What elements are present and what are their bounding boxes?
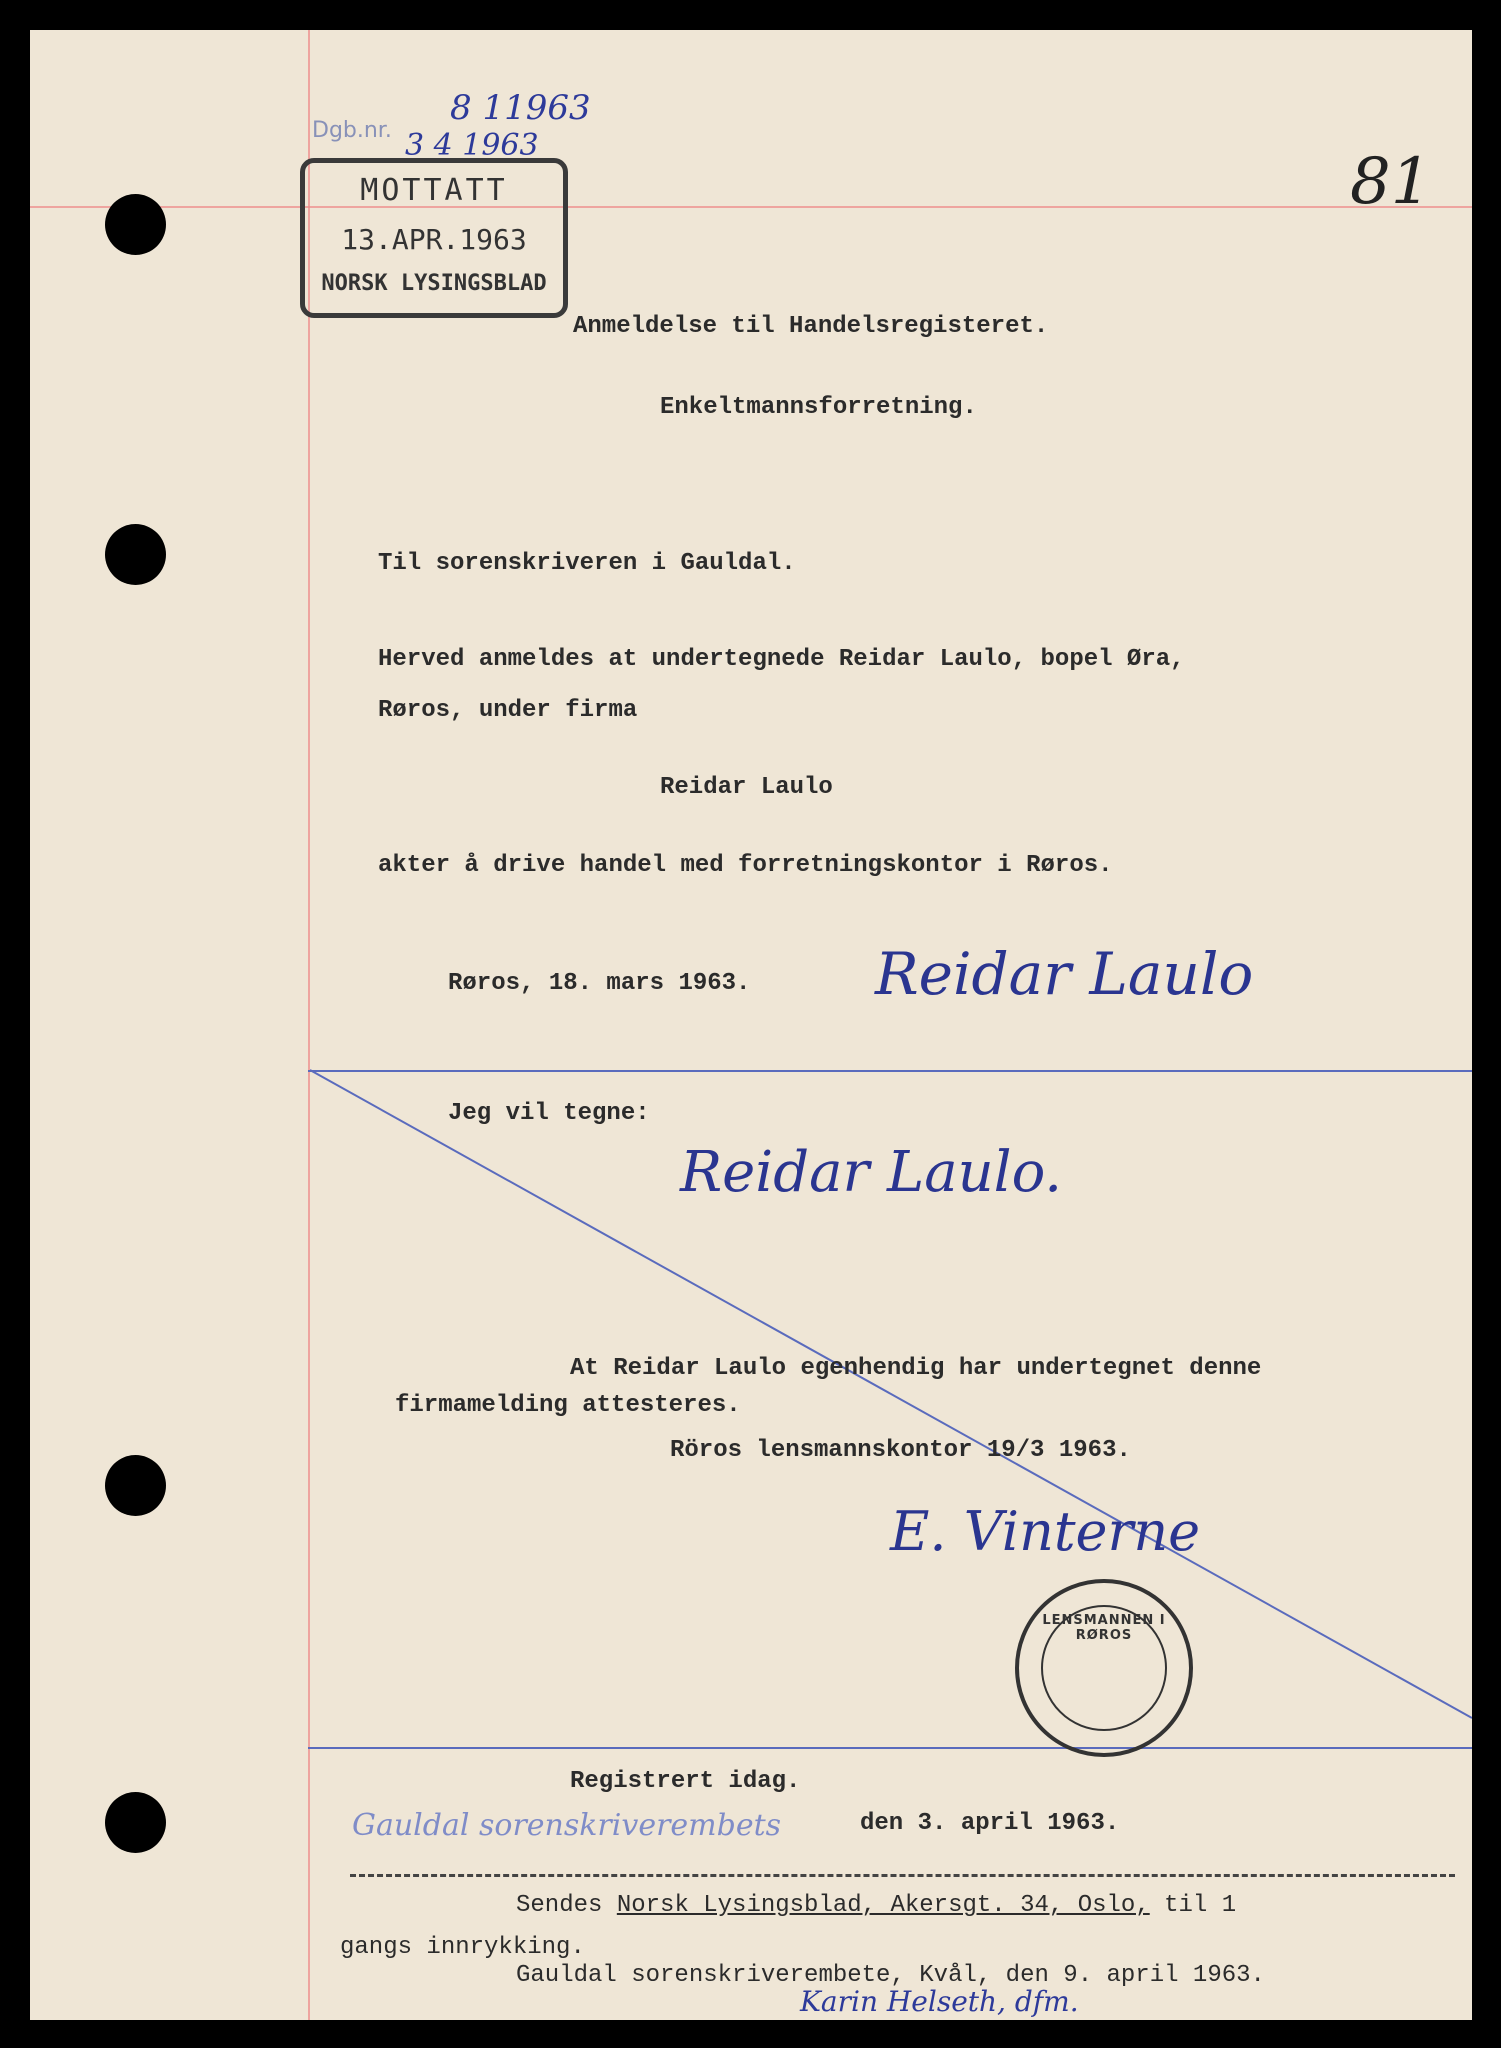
stamp-line3: NORSK LYSINGSBLAD	[321, 271, 547, 296]
diagonal-strike	[30, 30, 1472, 2020]
firm-name: Reidar Laulo	[660, 774, 833, 801]
send-suffix: til 1	[1149, 1892, 1237, 1919]
attest-line: Röros lensmannskontor 19/3 1963.	[670, 1437, 1131, 1464]
document-page	[30, 30, 1472, 2020]
stamp-line1: MOTTATT	[360, 173, 508, 208]
page-number: 81	[1350, 145, 1432, 219]
body-line: akter å drive handel med forretningskontor i Røros.	[378, 852, 1113, 879]
sign-label: Jeg vil tegne:	[448, 1100, 650, 1127]
stamp-date: 13.APR.1963	[341, 223, 527, 256]
send-target: Norsk Lysingsblad, Akersgt. 34, Oslo,	[616, 1892, 1150, 1919]
signature: Reidar Laulo	[875, 940, 1254, 1008]
body-line: Røros, under firma	[378, 697, 638, 724]
registered-line: Registrert idag.	[570, 1768, 801, 1795]
document-subtitle: Enkeltmannsforretning.	[660, 394, 977, 421]
send-prefix: Sendes	[516, 1892, 617, 1919]
registered-date: den 3. april 1963.	[860, 1810, 1120, 1837]
round-stamp-text: LENSMANNEN I RØROS	[1042, 1613, 1166, 1643]
document-title: Anmeldelse til Handelsregisteret.	[573, 313, 1049, 340]
registry-date: 3 4 1963	[405, 128, 539, 163]
send-line: gangs innrykking.	[340, 1934, 585, 1961]
send-line	[516, 1892, 1236, 1919]
round-stamp	[1015, 1579, 1193, 1757]
signature: E. Vinterne	[890, 1500, 1201, 1563]
place-date: Røros, 18. mars 1963.	[448, 970, 751, 997]
attest-line: At Reidar Laulo egenhendig har undertegnet denne	[570, 1355, 1262, 1382]
dgb-number: 8 11963	[450, 88, 591, 128]
dgb-label: Dgb.nr.	[312, 118, 392, 143]
body-line: Herved anmeldes at undertegnede Reidar Laulo, bopel Øra,	[378, 646, 1185, 673]
attest-line: firmamelding attesteres.	[395, 1392, 741, 1419]
office-stamp: Gauldal sorenskriverembets	[352, 1808, 782, 1843]
addressee: Til sorenskriveren i Gauldal.	[378, 550, 796, 577]
closing-line: Gauldal sorenskriverembete, Kvål, den 9. april 1963.	[516, 1962, 1265, 1989]
signature: Reidar Laulo.	[680, 1140, 1063, 1205]
signature: Karin Helseth, dfm.	[800, 1985, 1079, 2018]
dashed-divider	[350, 1874, 1455, 1877]
